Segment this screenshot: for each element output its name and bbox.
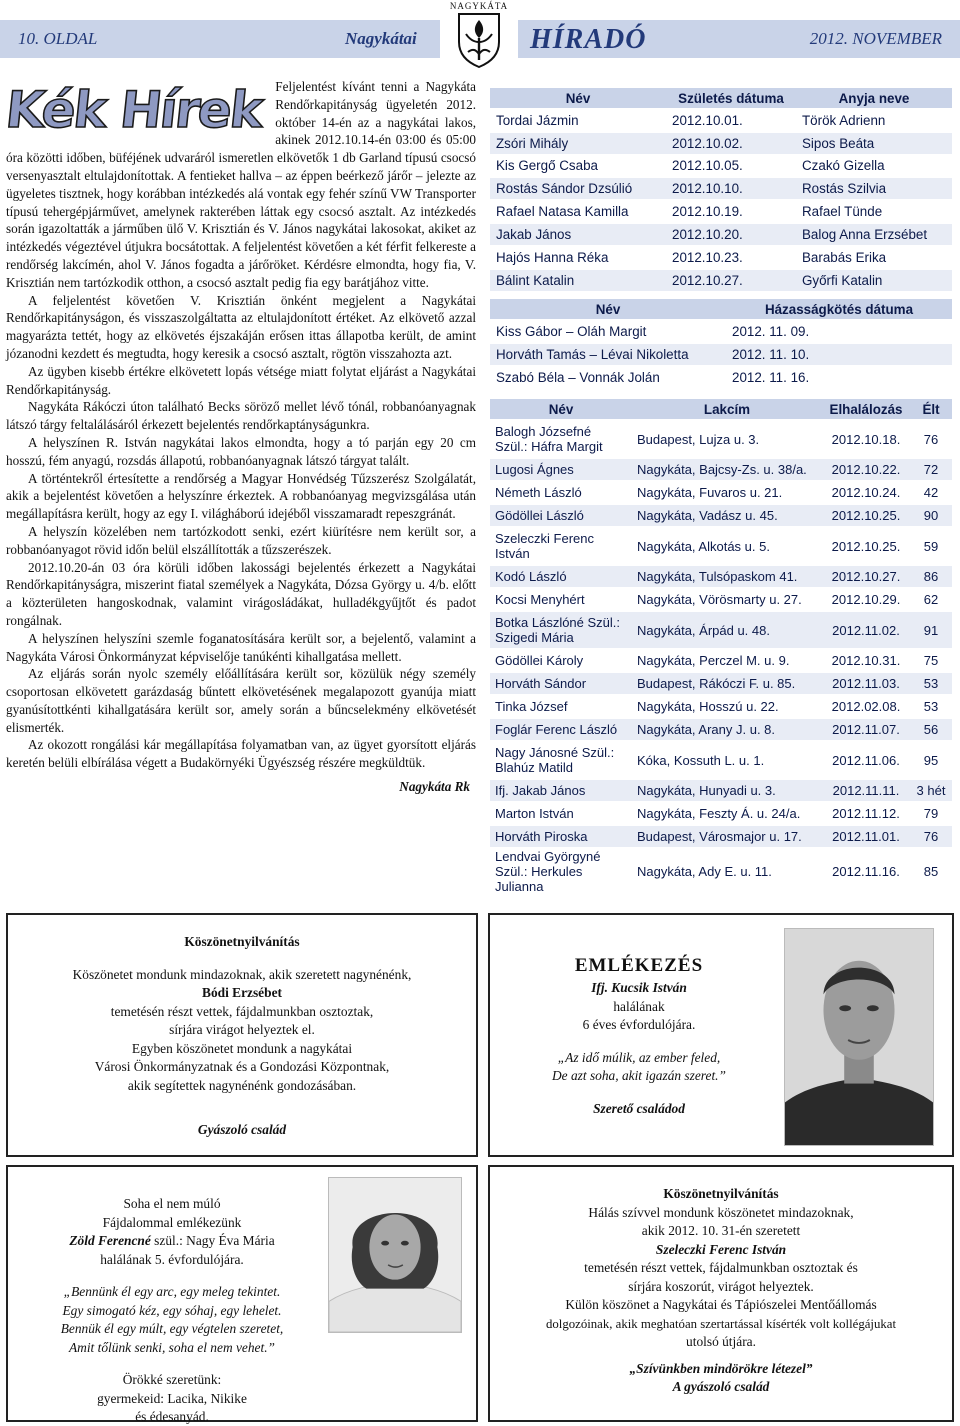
memorial-name-line [22, 1232, 322, 1251]
notice-signature: A gyászoló család [672, 1379, 770, 1394]
table-cell: 42 [910, 481, 952, 504]
column-header: Név [490, 88, 666, 109]
table-cell: Győrfi Katalin [796, 269, 952, 292]
table-row [490, 132, 952, 155]
memorial-quote: „Bennünk él egy arc, egy meleg tekintet. [63, 1284, 281, 1299]
table-cell: 85 [910, 848, 952, 894]
table-row [490, 481, 952, 504]
table-cell: Nagykáta, Alkotás u. 5. [632, 527, 822, 565]
table-cell: 56 [910, 718, 952, 741]
notice-line: Hálás szívvel mondunk köszönetet mindazoknak, [588, 1204, 854, 1220]
table-row [490, 848, 952, 894]
table-cell: Nagykáta, Vadász u. 45. [632, 504, 822, 527]
memorial-line: és édesanyád. [135, 1409, 209, 1424]
deceased-name: Szeleczki Ferenc István [655, 1241, 787, 1257]
table-cell: 2012.11.03. [822, 672, 910, 695]
table-cell: 76 [910, 420, 952, 458]
table-cell: Nagykáta, Fuvaros u. 21. [632, 481, 822, 504]
notice-line: Egyben köszönetet mondunk a nagykátai [131, 1040, 353, 1056]
article-paragraph: Az ügyben kisebb értékre elkövetett lopás vétsége miatt folytat eljárást a Nagykátai Rendőrkapitányság. [6, 363, 476, 397]
table-row [490, 366, 952, 389]
table-cell: Sipos Beáta [796, 132, 952, 155]
table-cell: Zsóri Mihály [490, 132, 666, 155]
table-cell: 2012.10.01. [666, 109, 796, 132]
table-header-row [490, 399, 952, 420]
header-bar-right [518, 20, 960, 58]
deceased-name: Bódi Erzsébet [202, 985, 282, 1000]
table-cell: 2012.10.19. [666, 200, 796, 223]
table-cell: Balogh Józsefné Szül.: Háfra Margit [490, 420, 632, 458]
notice-line: dolgozóinak, akik meghatóan szertartással kísérték volt kollégájukat [545, 1316, 897, 1331]
memorial-line: halálának 5. évfordulójára. [100, 1251, 244, 1267]
births-rows [490, 109, 952, 291]
memorial-text [22, 1195, 322, 1426]
page-header [0, 0, 960, 70]
crest-icon [456, 12, 502, 68]
table-row [490, 588, 952, 611]
table-row [490, 177, 952, 200]
table-row [490, 320, 952, 343]
notice-line: sírjára virágot helyeztek el. [169, 1022, 315, 1037]
table-cell: Kis Gergő Csaba [490, 155, 666, 178]
table-row [490, 527, 952, 565]
table-cell: Kiss Gábor – Oláh Margit [490, 320, 726, 343]
memorial-kucsik [488, 913, 954, 1157]
column-header: Lakcím [632, 399, 822, 420]
table-row [490, 155, 952, 178]
table-cell: 75 [910, 649, 952, 672]
table-cell: Gödöllei Károly [490, 649, 632, 672]
article-paragraph: A feljelentést követően V. Krisztián önként megjelent a Nagykátai Rendőrkapitányságon, és visszaszolgáltatta az eltulajdonított értéket. Az elkövető azzal magyarázta tettét, hogy az elkövetés éjszakáján erősen ittas állapotba került, de amint józanodni kezdett és megtudta, hogy keresik a csocsó asztalt, rögtön visszahozta azt. [6, 292, 476, 361]
table-cell: Nagykáta, Tulsópaskom 41. [632, 565, 822, 588]
crest-label: NAGYKÁTA [449, 1, 509, 11]
deaths-rows [490, 420, 952, 894]
page-number: 10. OLDAL [18, 29, 98, 48]
table-cell: Szabó Béla – Vonnák Jolán [490, 366, 726, 389]
table-cell: 2012.02.08. [822, 695, 910, 718]
births-table [490, 88, 952, 291]
table-row [490, 420, 952, 458]
table-cell: Rostás Sándor Dzsúlió [490, 177, 666, 200]
column-header: Anyja neve [796, 88, 952, 109]
table-cell: 2012.10.02. [666, 132, 796, 155]
article-paragraph: 2012.10.20-án 03 óra körüli időben lakossági bejelentés érkezett a Nagykátai Rendőrkapitányságra, miszerint fiatal személyek a Nagykáta, Dózsa György u. 4/b. előtt a közterületen hangoskodnak, valamint virágosládákat, hulladékgyűjtőt és padot rongálnak. [6, 559, 476, 628]
thanks-notice-szeleczki [488, 1165, 954, 1422]
table-cell: Lendvai Györgyné Szül.: Herkules Julianna [490, 848, 632, 894]
table-cell: Nagykáta, Ady E. u. 11. [632, 848, 822, 894]
table-cell: 90 [910, 504, 952, 527]
portrait-photo [328, 1177, 462, 1333]
table-cell: 2012.10.29. [822, 588, 910, 611]
table-cell: 53 [910, 672, 952, 695]
column-header: Név [490, 299, 726, 320]
table-row [490, 109, 952, 132]
table-header-row [490, 299, 952, 320]
table-row [490, 611, 952, 649]
column-header: Név [490, 399, 632, 420]
table-row [490, 802, 952, 825]
column-header: Házasságkötés dátuma [726, 299, 952, 320]
table-row [490, 779, 952, 802]
table-cell: Budapest, Városmajor u. 17. [632, 825, 822, 848]
table-cell: 2012.11.01. [822, 825, 910, 848]
table-cell: 79 [910, 802, 952, 825]
article-paragraph: A helyszínen helyszíni szemle foganatosítására került sor, a bejelentő, valamint a Nagykáta Városi Önkormányzat képviselője tanúkénti kihallgatása mellett. [6, 630, 476, 664]
memorial-line: Fájdalommal emlékezünk [102, 1214, 242, 1230]
table-cell: 2012.11.06. [822, 741, 910, 779]
deceased-name: Zöld Ferencné [69, 1233, 151, 1248]
notice-signature: Gyászoló család [197, 1122, 287, 1137]
table-row [490, 718, 952, 741]
table-cell: 2012.10.10. [666, 177, 796, 200]
table-cell: 2012.11.16. [822, 848, 910, 894]
table-cell: Balog Anna Erzsébet [796, 223, 952, 246]
table-row [490, 504, 952, 527]
table-cell: 2012.10.22. [822, 458, 910, 481]
table-cell: Tinka József [490, 695, 632, 718]
table-cell: 2012.10.23. [666, 246, 796, 269]
table-cell: Nagy Jánosné Szül.: Blahúz Matild [490, 741, 632, 779]
table-cell: 2012. 11. 16. [726, 366, 952, 389]
table-cell: Budapest, Lujza u. 3. [632, 420, 822, 458]
table-cell: Rafael Natasa Kamilla [490, 200, 666, 223]
memorial-line: Soha el nem múló [123, 1196, 221, 1211]
marriages-rows [490, 320, 952, 388]
table-row [490, 246, 952, 269]
table-cell: Kodó László [490, 565, 632, 588]
table-row [490, 223, 952, 246]
table-row [490, 741, 952, 779]
table-cell: 2012.10.31. [822, 649, 910, 672]
table-cell: Nagykáta, Árpád u. 48. [632, 611, 822, 649]
memorial-line: halálának [613, 998, 665, 1014]
deaths-table [490, 399, 952, 894]
notice-line: temetésén részt vettek, fájdalmunkban osztoztak és [584, 1260, 858, 1275]
article-paragraph: A helyszínen R. István nagykátai lakos elmondta, hogy a tó parján egy 20 cm hosszú, fém anyagú, rozsdás állapotú, robbanóanyagnak látszó tárgyat talált. [6, 434, 476, 468]
table-row [490, 649, 952, 672]
table-cell: 59 [910, 527, 952, 565]
memorial-quote: „Az idő múlik, az ember feled, [557, 1049, 721, 1065]
table-cell: Nagykáta, Bajcsy-Zs. u. 38/a. [632, 458, 822, 481]
table-cell: 95 [910, 741, 952, 779]
table-row [490, 269, 952, 292]
table-cell: Bálint Katalin [490, 269, 666, 292]
table-row [490, 695, 952, 718]
table-row [490, 825, 952, 848]
hirado-title: HÍRADÓ [530, 24, 647, 55]
thanks-notice-bodi [6, 913, 478, 1157]
table-row [490, 200, 952, 223]
table-cell: Nagykáta, Vörösmarty u. 27. [632, 588, 822, 611]
table-cell: Horváth Tamás – Lévai Nikoletta [490, 343, 726, 366]
table-row [490, 458, 952, 481]
table-cell: 62 [910, 588, 952, 611]
notice-line: Köszönetet mondunk mindazoknak, akik szeretett nagynénénk, [72, 966, 412, 982]
memorial-quote: De azt soha, akit igazán szeret.” [552, 1068, 726, 1083]
table-cell: 2012.11.07. [822, 718, 910, 741]
table-cell: Botka Lászlóné Szül.: Szigedi Mária [490, 611, 632, 649]
table-cell: Nagykáta, Perczel M. u. 9. [632, 649, 822, 672]
table-header-row [490, 88, 952, 109]
table-cell: Nagykáta, Hunyadi u. 3. [632, 779, 822, 802]
table-cell: Rafael Tünde [796, 200, 952, 223]
table-cell: Lugosi Ágnes [490, 458, 632, 481]
town-crest [445, 0, 513, 70]
table-cell: Nagykáta, Hosszú u. 22. [632, 695, 822, 718]
table-cell: 2012.10.25. [822, 504, 910, 527]
table-cell: Marton István [490, 802, 632, 825]
table-cell: Barabás Erika [796, 246, 952, 269]
table-cell: 86 [910, 565, 952, 588]
article-paragraph: Nagykáta Rákóczi úton található Becks söröző mellet lévő tónál, robbanóanyagnak látszó tárgy feltalálásáról érkezett bejelentés rendőrkaptányságunkra. [6, 399, 476, 433]
police-news-article [2, 78, 476, 898]
memorial-quote: Bennük él egy múlt, egy végtelen szeretet, [60, 1321, 284, 1336]
table-cell: 76 [910, 825, 952, 848]
marriages-table [490, 299, 952, 388]
table-cell: 2012. 11. 10. [726, 343, 952, 366]
column-header: Születés dátuma [666, 88, 796, 109]
table-cell: 2012.10.05. [666, 155, 796, 178]
table-cell: 2012.10.25. [822, 527, 910, 565]
table-cell: 2012.10.27. [666, 269, 796, 292]
table-cell: Czakó Gizella [796, 155, 952, 178]
notice-line: akik 2012. 10. 31-én szeretett [641, 1223, 801, 1238]
memorial-signature: Szerető családod [593, 1100, 685, 1116]
table-cell: Nagykáta, Feszty Á. u. 24/a. [632, 802, 822, 825]
table-cell: Tordai Jázmin [490, 109, 666, 132]
table-cell: 2012.10.20. [666, 223, 796, 246]
table-cell: Horváth Sándor [490, 672, 632, 695]
article-paragraph: A helyszín közelében nem tartózkodott senki, ezért kiürítésre nem került sor, a robbanóanyagot rövid időn belül elszállították a tűzszerészek. [6, 523, 476, 557]
column-header: Élt [910, 399, 952, 420]
notice-line: Külön köszönet a Nagykátai és Tápiószelei Mentőállomás [565, 1297, 877, 1312]
notice-line: Városi Önkormányzatnak és a Gondozási Központnak, [94, 1059, 390, 1074]
table-cell: 53 [910, 695, 952, 718]
table-cell: 2012.11.11. [822, 779, 910, 802]
table-cell: Budapest, Rákóczi F. u. 85. [632, 672, 822, 695]
table-cell: 91 [910, 611, 952, 649]
memorial-title: EMLÉKEZÉS [574, 955, 704, 976]
table-cell: Nagykáta, Arany J. u. 8. [632, 718, 822, 741]
table-cell: Ifj. Jakab János [490, 779, 632, 802]
notice-line: sírjára koszorút, virágot helyeztek. [628, 1278, 814, 1294]
notice-title: Köszönetnyilvánítás [663, 1186, 779, 1201]
table-cell: 2012. 11. 09. [726, 320, 952, 343]
table-cell: 2012.11.12. [822, 802, 910, 825]
notice-line: utolsó útjára. [686, 1334, 756, 1349]
table-cell: 72 [910, 458, 952, 481]
header-bar-left [0, 20, 440, 58]
table-cell: 3 hét [910, 779, 952, 802]
table-cell: 2012.10.18. [822, 420, 910, 458]
notice-quote: „Szívünkben mindörökre létezel” [629, 1360, 813, 1376]
column-header: Elhalálozás [822, 399, 910, 420]
table-cell: Jakab János [490, 223, 666, 246]
notice-line: temetésén részt vettek, fájdalmunkban osztoztak, [110, 1003, 374, 1019]
paper-name: Nagykátai [345, 29, 417, 48]
table-cell: Kocsi Menyhért [490, 588, 632, 611]
table-cell: Gödöllei László [490, 504, 632, 527]
notice-line: akik segítettek nagynénénk gondozásában. [127, 1077, 357, 1093]
table-cell: Foglár Ferenc László [490, 718, 632, 741]
memorial-line: gyermekeid: Lacika, Nikike [97, 1390, 247, 1406]
table-cell: Horváth Piroska [490, 825, 632, 848]
memorial-zold [6, 1165, 478, 1422]
table-cell: Németh László [490, 481, 632, 504]
article-signature: Nagykáta Rk [399, 779, 470, 795]
article-paragraph: Az eljárás során nyolc személy előállítására került sor, közülük négy személy csoportosan elkövetett garázdaság bűntett elkövetésének megalapozott gyanúja miatt gyanúsítottkénti kihallgatására került sor, amely során a bűncselekmény elkövetését elismerték. [6, 666, 476, 735]
table-cell: Hajós Hanna Réka [490, 246, 666, 269]
portrait-photo [784, 928, 934, 1146]
table-cell: Szeleczki Ferenc István [490, 527, 632, 565]
deceased-name: Ifj. Kucsik István [591, 980, 687, 995]
table-cell: Rostás Szilvia [796, 177, 952, 200]
table-cell: Kóka, Kossuth L. u. 1. [632, 741, 822, 779]
article-paragraph: Az okozott rongálási kár megállapítása folyamatban van, az ügyet gyorsított eljárás keretén belüli elbírálása végett a Budakörnyéki Ügyészség részére megküldtük. [6, 737, 476, 771]
table-row [490, 565, 952, 588]
table-row [490, 672, 952, 695]
memorial-quote: Egy simogató kéz, egy sóhaj, egy lehelet. [62, 1302, 282, 1318]
article-title: Kék Hírek [2, 81, 265, 139]
table-row [490, 343, 952, 366]
maiden-name: szül.: Nagy Éva Mária [150, 1233, 275, 1248]
issue-date: 2012. NOVEMBER [809, 29, 942, 48]
memorial-line: 6 éves évfordulójára. [582, 1017, 696, 1032]
memorial-line: Örökké szeretünk: [122, 1372, 222, 1387]
notice-title: Köszönetnyilvánítás [184, 934, 300, 949]
memorial-text [504, 953, 774, 1118]
table-cell: 2012.10.27. [822, 565, 910, 588]
table-cell: 2012.10.24. [822, 481, 910, 504]
article-paragraph: Feljelentést kívánt tenni a Nagykáta Rendőrkapitányság ügyeletén 2012. október 14-én az a nagykátai lakos, akinek 2012.10.14-én 03:00 és 05:00 óra közötti időben, büféjének udvaráról ismeretlen elkövetők 1 db Garland típusú csocsó versenyasztalt eltulajdonítottak. A fentieket hallva – az éppen beérkező járőr – jelezte az ügyeletes tisztnek, hogy korábban intézkedés alá vontak egy fehér színű VW Transporter típusú tehergépjárművet, amelynek rakterében láttak egy csocsó asztalt. Az intézkedés során igazoltatták a járműben ülő V. Krisztián és V. János nagykátai lakosokat, akiket az intézkedés végeztével útjukra bocsátottak. A feljelentést követően a két férfit felkereste a rendőrség lakcímén, ahol V. János fogadta a járőröket. Kérdésre elmondta, hogy fia, V. Krisztián nem tartózkodik otthon, a csocsó asztalt pedig fia egy barátjához vitte. [6, 79, 476, 290]
table-cell: Török Adrienn [796, 109, 952, 132]
table-cell: 2012.11.02. [822, 611, 910, 649]
memorial-quote: Amit tőlünk senki, soha el nem vehet.” [68, 1339, 276, 1355]
article-paragraph: A történtekről értesítette a rendőrség a Magyar Honvédség Tűzszerész Szolgálatát, akik a bejelentést követően a helyszínre érkeztek. A robbanóanyag megvizsgálása után megállapításra került, hogy az egy I. világháború idejéből visszamaradt repeszgránát. [6, 470, 476, 522]
